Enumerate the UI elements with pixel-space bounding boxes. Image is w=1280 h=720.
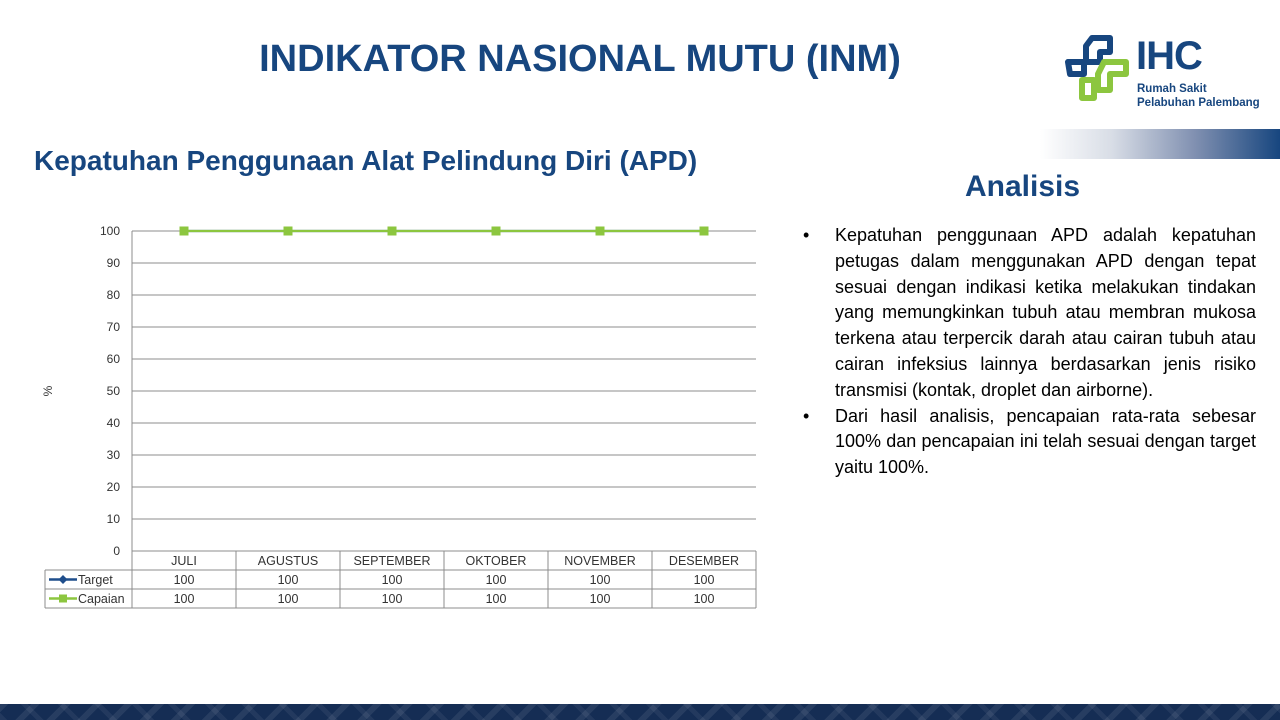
legend-series-name: Capaian: [78, 592, 125, 606]
footer-pattern: [0, 704, 1280, 720]
ihc-cross-icon: [1062, 32, 1134, 104]
x-category-label: AGUSTUS: [257, 554, 319, 568]
legend-series-name: Target: [78, 573, 113, 587]
data-point-capaian: [492, 227, 501, 236]
table-cell-value: 100: [277, 592, 299, 606]
chart-heading: Kepatuhan Penggunaan Alat Pelindung Diri (APD): [34, 145, 698, 176]
table-cell-value: 100: [589, 573, 611, 587]
y-axis-label: %: [41, 385, 55, 397]
table-cell-value: 100: [277, 573, 299, 587]
x-category-label: SEPTEMBER: [353, 554, 431, 568]
decorative-gradient-bar: [1040, 129, 1280, 159]
logo-brand: IHC: [1136, 34, 1202, 78]
y-tick-label: 80: [106, 288, 120, 302]
logo-subtitle-2: Pelabuhan Palembang: [1137, 97, 1260, 109]
table-cell-value: 100: [589, 592, 611, 606]
y-tick-label: 10: [106, 512, 120, 526]
slide-title: INDIKATOR NASIONAL MUTU (INM): [259, 38, 901, 80]
table-cell-value: 100: [485, 592, 507, 606]
y-tick-label: 100: [99, 224, 120, 238]
x-category-label: OKTOBER: [465, 554, 527, 568]
table-cell-value: 100: [693, 573, 715, 587]
table-cell-value: 100: [485, 573, 507, 587]
table-cell-value: 100: [173, 592, 195, 606]
data-point-capaian: [284, 227, 293, 236]
table-cell-value: 100: [173, 573, 195, 587]
analysis-bullet: • Kepatuhan penggunaan APD adalah kepatuhan petugas dalam menggunakan APD dengan tepat sesuai dengan indikasi ketika melakukan tindakan yang memungkinkan tubuh atau membran mukosa terkena atau terpercik darah atau cairan tubuh atau cairan infeksius lainnya berdasarkan jenis risiko transmisi (kontak, droplet dan airborne).: [800, 223, 1256, 404]
y-tick-label: 70: [106, 320, 120, 334]
logo-subtitle-1: Rumah Sakit: [1137, 83, 1207, 95]
x-category-label: JULI: [171, 554, 197, 568]
y-tick-label: 30: [106, 448, 120, 462]
table-cell-value: 100: [381, 592, 403, 606]
y-tick-label: 90: [106, 256, 120, 270]
y-tick-label: 60: [106, 352, 120, 366]
table-cell-value: 100: [381, 573, 403, 587]
x-category-label: NOVEMBER: [564, 554, 636, 568]
analysis-heading: Analisis: [965, 170, 1081, 203]
y-tick-label: 50: [106, 384, 120, 398]
data-point-capaian: [180, 227, 189, 236]
y-tick-label: 0: [113, 544, 120, 558]
analysis-list: [800, 223, 1256, 481]
legend-key-marker: [59, 575, 68, 584]
x-category-label: DESEMBER: [668, 554, 740, 568]
analysis-bullet: • Dari hasil analisis, pencapaian rata-rata sebesar 100% dan pencapaian ini telah sesuai dengan target yaitu 100%.: [800, 404, 1256, 481]
y-tick-label: 40: [106, 416, 120, 430]
data-point-capaian: [596, 227, 605, 236]
table-cell-value: 100: [693, 592, 715, 606]
data-point-capaian: [700, 227, 709, 236]
y-tick-label: 20: [106, 480, 120, 494]
data-point-capaian: [388, 227, 397, 236]
legend-key-marker: [59, 595, 67, 603]
hospital-logo: [1062, 30, 1272, 115]
